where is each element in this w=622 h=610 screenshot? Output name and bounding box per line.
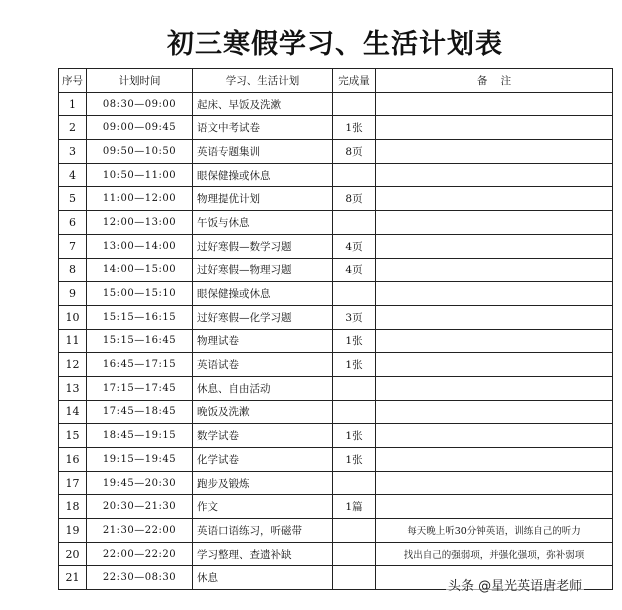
row-time: 11:00—12:00 bbox=[87, 187, 193, 211]
watermark: 头条 @星光英语唐老师 bbox=[446, 575, 584, 594]
row-qty: 8页 bbox=[333, 187, 376, 211]
row-index: 18 bbox=[59, 495, 87, 519]
row-index: 9 bbox=[59, 282, 87, 306]
row-index: 11 bbox=[59, 329, 87, 353]
row-qty bbox=[333, 282, 376, 306]
row-qty bbox=[333, 376, 376, 400]
row-index: 13 bbox=[59, 376, 87, 400]
row-index: 7 bbox=[59, 234, 87, 258]
row-plan: 过好寒假—数学习题 bbox=[193, 234, 333, 258]
row-time: 22:00—22:20 bbox=[87, 542, 193, 566]
row-index: 4 bbox=[59, 163, 87, 187]
row-index: 15 bbox=[59, 424, 87, 448]
row-note bbox=[376, 163, 613, 187]
header-qty: 完成量 bbox=[333, 69, 376, 93]
row-plan: 学习整理、查遗补缺 bbox=[193, 542, 333, 566]
row-time: 09:00—09:45 bbox=[87, 116, 193, 140]
row-note bbox=[376, 116, 613, 140]
header-time: 计划时间 bbox=[87, 69, 193, 93]
table-row bbox=[59, 187, 613, 211]
row-plan: 作文 bbox=[193, 495, 333, 519]
row-plan: 语文中考试卷 bbox=[193, 116, 333, 140]
row-time: 15:15—16:45 bbox=[87, 329, 193, 353]
row-qty bbox=[333, 566, 376, 590]
schedule-table bbox=[58, 68, 613, 590]
row-note bbox=[376, 400, 613, 424]
row-qty: 1张 bbox=[333, 329, 376, 353]
row-qty: 4页 bbox=[333, 258, 376, 282]
row-qty: 1张 bbox=[333, 424, 376, 448]
row-plan: 英语专题集训 bbox=[193, 140, 333, 164]
table-row bbox=[59, 542, 613, 566]
row-note bbox=[376, 495, 613, 519]
table-row bbox=[59, 92, 613, 116]
row-note bbox=[376, 211, 613, 235]
row-plan: 起床、早饭及洗漱 bbox=[193, 92, 333, 116]
row-time: 12:00—13:00 bbox=[87, 211, 193, 235]
row-time: 20:30—21:30 bbox=[87, 495, 193, 519]
row-plan: 晚饭及洗漱 bbox=[193, 400, 333, 424]
row-time: 22:30—08:30 bbox=[87, 566, 193, 590]
row-index: 16 bbox=[59, 448, 87, 472]
row-qty bbox=[333, 211, 376, 235]
row-time: 19:45—20:30 bbox=[87, 471, 193, 495]
row-qty: 1张 bbox=[333, 353, 376, 377]
row-note bbox=[376, 140, 613, 164]
row-qty: 1篇 bbox=[333, 495, 376, 519]
row-plan: 眼保健操或休息 bbox=[193, 163, 333, 187]
row-index: 2 bbox=[59, 116, 87, 140]
row-plan: 化学试卷 bbox=[193, 448, 333, 472]
row-note bbox=[376, 353, 613, 377]
row-plan: 眼保健操或休息 bbox=[193, 282, 333, 306]
row-note bbox=[376, 187, 613, 211]
row-plan: 物理提优计划 bbox=[193, 187, 333, 211]
row-qty: 8页 bbox=[333, 140, 376, 164]
row-qty bbox=[333, 519, 376, 543]
row-note bbox=[376, 305, 613, 329]
row-plan: 数学试卷 bbox=[193, 424, 333, 448]
page-title: 初三寒假学习、生活计划表 bbox=[167, 29, 503, 60]
row-index: 12 bbox=[59, 353, 87, 377]
row-note bbox=[376, 448, 613, 472]
row-plan: 午饭与休息 bbox=[193, 211, 333, 235]
row-qty: 3页 bbox=[333, 305, 376, 329]
row-time: 13:00—14:00 bbox=[87, 234, 193, 258]
row-time: 17:15—17:45 bbox=[87, 376, 193, 400]
row-plan: 物理试卷 bbox=[193, 329, 333, 353]
row-time: 15:00—15:10 bbox=[87, 282, 193, 306]
row-index: 20 bbox=[59, 542, 87, 566]
table-row bbox=[59, 211, 613, 235]
row-time: 14:00—15:00 bbox=[87, 258, 193, 282]
row-qty bbox=[333, 163, 376, 187]
table-row bbox=[59, 234, 613, 258]
table-row bbox=[59, 424, 613, 448]
table-row bbox=[59, 163, 613, 187]
row-note bbox=[376, 471, 613, 495]
row-time: 10:50—11:00 bbox=[87, 163, 193, 187]
row-note bbox=[376, 92, 613, 116]
table-row bbox=[59, 448, 613, 472]
row-qty: 1张 bbox=[333, 116, 376, 140]
row-note bbox=[376, 234, 613, 258]
row-index: 19 bbox=[59, 519, 87, 543]
row-time: 17:45—18:45 bbox=[87, 400, 193, 424]
row-qty: 1张 bbox=[333, 448, 376, 472]
row-index: 10 bbox=[59, 305, 87, 329]
row-time: 09:50—10:50 bbox=[87, 140, 193, 164]
row-index: 21 bbox=[59, 566, 87, 590]
header-index: 序号 bbox=[59, 69, 87, 93]
row-plan: 休息、自由活动 bbox=[193, 376, 333, 400]
header-plan: 学习、生活计划 bbox=[193, 69, 333, 93]
row-plan: 跑步及锻炼 bbox=[193, 471, 333, 495]
table-row bbox=[59, 140, 613, 164]
row-note: 每天晚上听30分钟英语，训练自己的听力 bbox=[376, 519, 613, 543]
row-note bbox=[376, 329, 613, 353]
row-note bbox=[376, 282, 613, 306]
table-body bbox=[59, 92, 613, 589]
row-note: 找出自己的强弱项，并强化强项，弥补弱项 bbox=[376, 542, 613, 566]
row-time: 21:30—22:00 bbox=[87, 519, 193, 543]
row-plan: 过好寒假—物理习题 bbox=[193, 258, 333, 282]
row-time: 19:15—19:45 bbox=[87, 448, 193, 472]
table-row bbox=[59, 329, 613, 353]
table-row bbox=[59, 471, 613, 495]
row-index: 3 bbox=[59, 140, 87, 164]
table-row bbox=[59, 305, 613, 329]
table-header-row bbox=[59, 69, 613, 93]
table-row bbox=[59, 519, 613, 543]
row-index: 14 bbox=[59, 400, 87, 424]
row-qty bbox=[333, 542, 376, 566]
row-time: 15:15—16:15 bbox=[87, 305, 193, 329]
row-note bbox=[376, 376, 613, 400]
row-plan: 过好寒假—化学习题 bbox=[193, 305, 333, 329]
header-note: 备 注 bbox=[376, 69, 613, 93]
table-row bbox=[59, 400, 613, 424]
table-row bbox=[59, 116, 613, 140]
row-index: 17 bbox=[59, 471, 87, 495]
table-row bbox=[59, 258, 613, 282]
row-qty bbox=[333, 92, 376, 116]
row-index: 8 bbox=[59, 258, 87, 282]
row-time: 18:45—19:15 bbox=[87, 424, 193, 448]
row-time: 08:30—09:00 bbox=[87, 92, 193, 116]
row-index: 6 bbox=[59, 211, 87, 235]
row-time: 16:45—17:15 bbox=[87, 353, 193, 377]
table-row bbox=[59, 495, 613, 519]
row-qty bbox=[333, 471, 376, 495]
row-index: 5 bbox=[59, 187, 87, 211]
row-plan: 英语试卷 bbox=[193, 353, 333, 377]
row-plan: 英语口语练习，听磁带 bbox=[193, 519, 333, 543]
row-plan: 休息 bbox=[193, 566, 333, 590]
table-row bbox=[59, 282, 613, 306]
table-row bbox=[59, 376, 613, 400]
row-index: 1 bbox=[59, 92, 87, 116]
row-qty bbox=[333, 400, 376, 424]
table-row bbox=[59, 353, 613, 377]
row-note bbox=[376, 424, 613, 448]
row-note bbox=[376, 258, 613, 282]
row-qty: 4页 bbox=[333, 234, 376, 258]
